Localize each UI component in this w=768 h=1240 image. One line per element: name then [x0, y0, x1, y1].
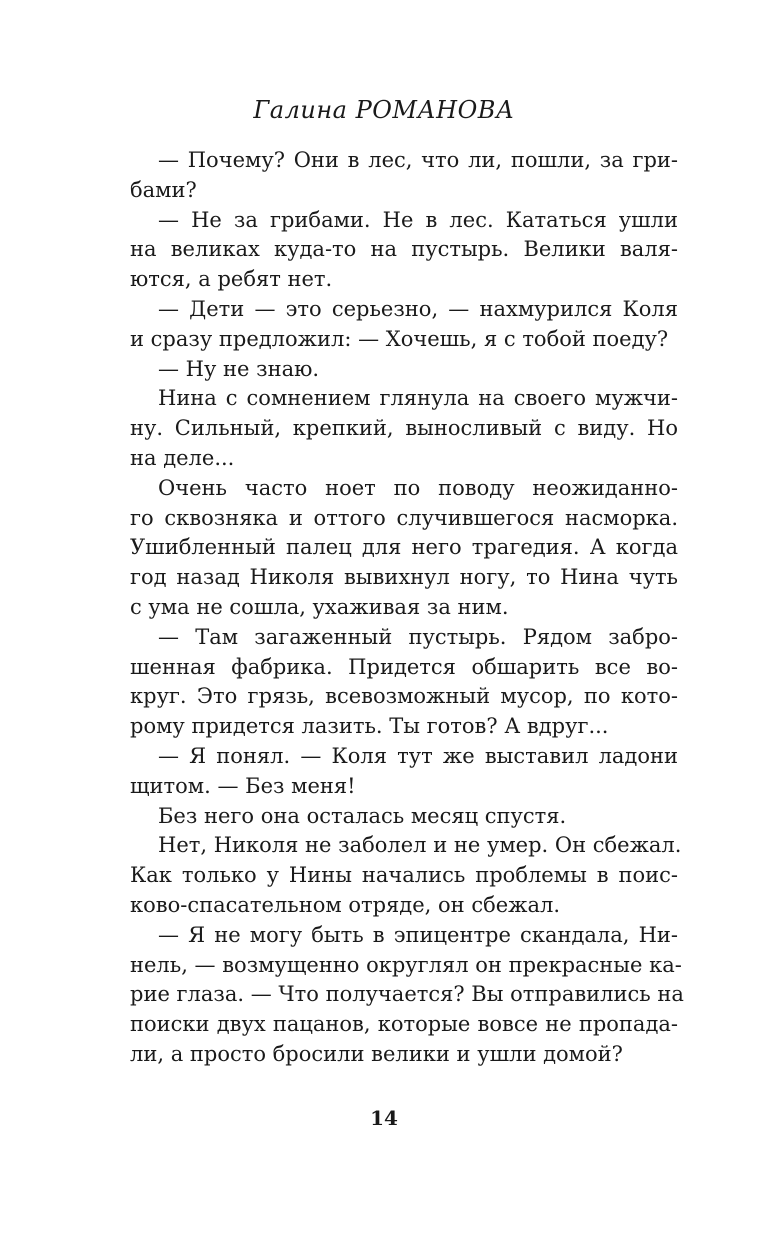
- text-line: — Я не могу быть в эпицентре скандала, Ни-: [158, 922, 678, 947]
- text-line: — Я понял. — Коля тут же выставил ладони: [158, 743, 678, 768]
- paragraph: [130, 474, 678, 623]
- text-line: и сразу предложил: — Хочешь, я с тобой поеду?: [130, 326, 669, 351]
- text-line: — Почему? Они в лес, что ли, пошли, за гри-: [158, 148, 678, 172]
- text-line: щитом. — Без меня!: [130, 773, 356, 798]
- text-line: с ума не сошла, ухаживая за ним.: [130, 594, 509, 619]
- text-line: нель, — возмущенно округлял он прекрасные ка-: [130, 952, 682, 977]
- page-number: 14: [370, 1106, 398, 1130]
- text-line: — Не за грибами. Не в лес. Кататься ушли: [158, 207, 678, 232]
- text-line: Ушибленный палец для него трагедия. А когда: [130, 535, 678, 560]
- text-line: бами?: [130, 177, 197, 202]
- text-line: ну. Сильный, крепкий, выносливый с виду. Но: [130, 416, 678, 441]
- paragraph: [130, 623, 678, 742]
- text-line: го сквозняка и оттого случившегося насморка.: [130, 505, 678, 530]
- text-line: рие глаза. — Что получается? Вы отправились на: [130, 982, 684, 1007]
- text-line: Нина с сомнением глянула на своего мужчи-: [158, 386, 678, 411]
- paragraph: [130, 206, 678, 295]
- running-head-title: Галина РОМАНОВА: [253, 96, 515, 124]
- text-line: — Ну не знаю.: [158, 356, 320, 381]
- paragraph: [130, 802, 678, 832]
- text-line: — Там загаженный пустырь. Рядом забро-: [158, 624, 678, 649]
- text-line: год назад Николя вывихнул ногу, то Нина чуть: [130, 565, 678, 590]
- text-line: поиски двух пацанов, которые вовсе не пропада-: [130, 1012, 678, 1037]
- text-line: ково-спасательном отряде, он сбежал.: [130, 892, 561, 917]
- paragraph: [130, 146, 678, 206]
- text-line: Очень часто ноет по поводу неожиданно-: [158, 475, 678, 500]
- text-line: круг. Это грязь, всевозможный мусор, по кото-: [130, 684, 678, 709]
- paragraph: [130, 355, 678, 385]
- page-body-text: [130, 146, 684, 1070]
- text-line: на деле...: [130, 445, 235, 470]
- paragraph: [130, 742, 678, 802]
- text-line: рому придется лазить. Ты готов? А вдруг...: [130, 714, 609, 739]
- text-line: шенная фабрика. Придется обшарить все во-: [130, 654, 678, 679]
- paragraph: [130, 295, 678, 355]
- text-line: ли, а просто бросили велики и ушли домой?: [130, 1041, 623, 1066]
- text-line: Нет, Николя не заболел и не умер. Он сбежал.: [158, 833, 682, 858]
- paragraph: [130, 921, 684, 1070]
- text-line: Как только у Нины начались проблемы в поис-: [130, 863, 678, 888]
- paragraph: [130, 384, 678, 473]
- text-line: ются, а ребят нет.: [130, 267, 333, 292]
- text-line: — Дети — это серьезно, — нахмурился Коля: [158, 296, 678, 321]
- paragraph: [130, 831, 682, 920]
- text-line: на великах куда-то на пустырь. Велики валя-: [130, 237, 678, 262]
- text-line: Без него она осталась месяц спустя.: [158, 803, 567, 828]
